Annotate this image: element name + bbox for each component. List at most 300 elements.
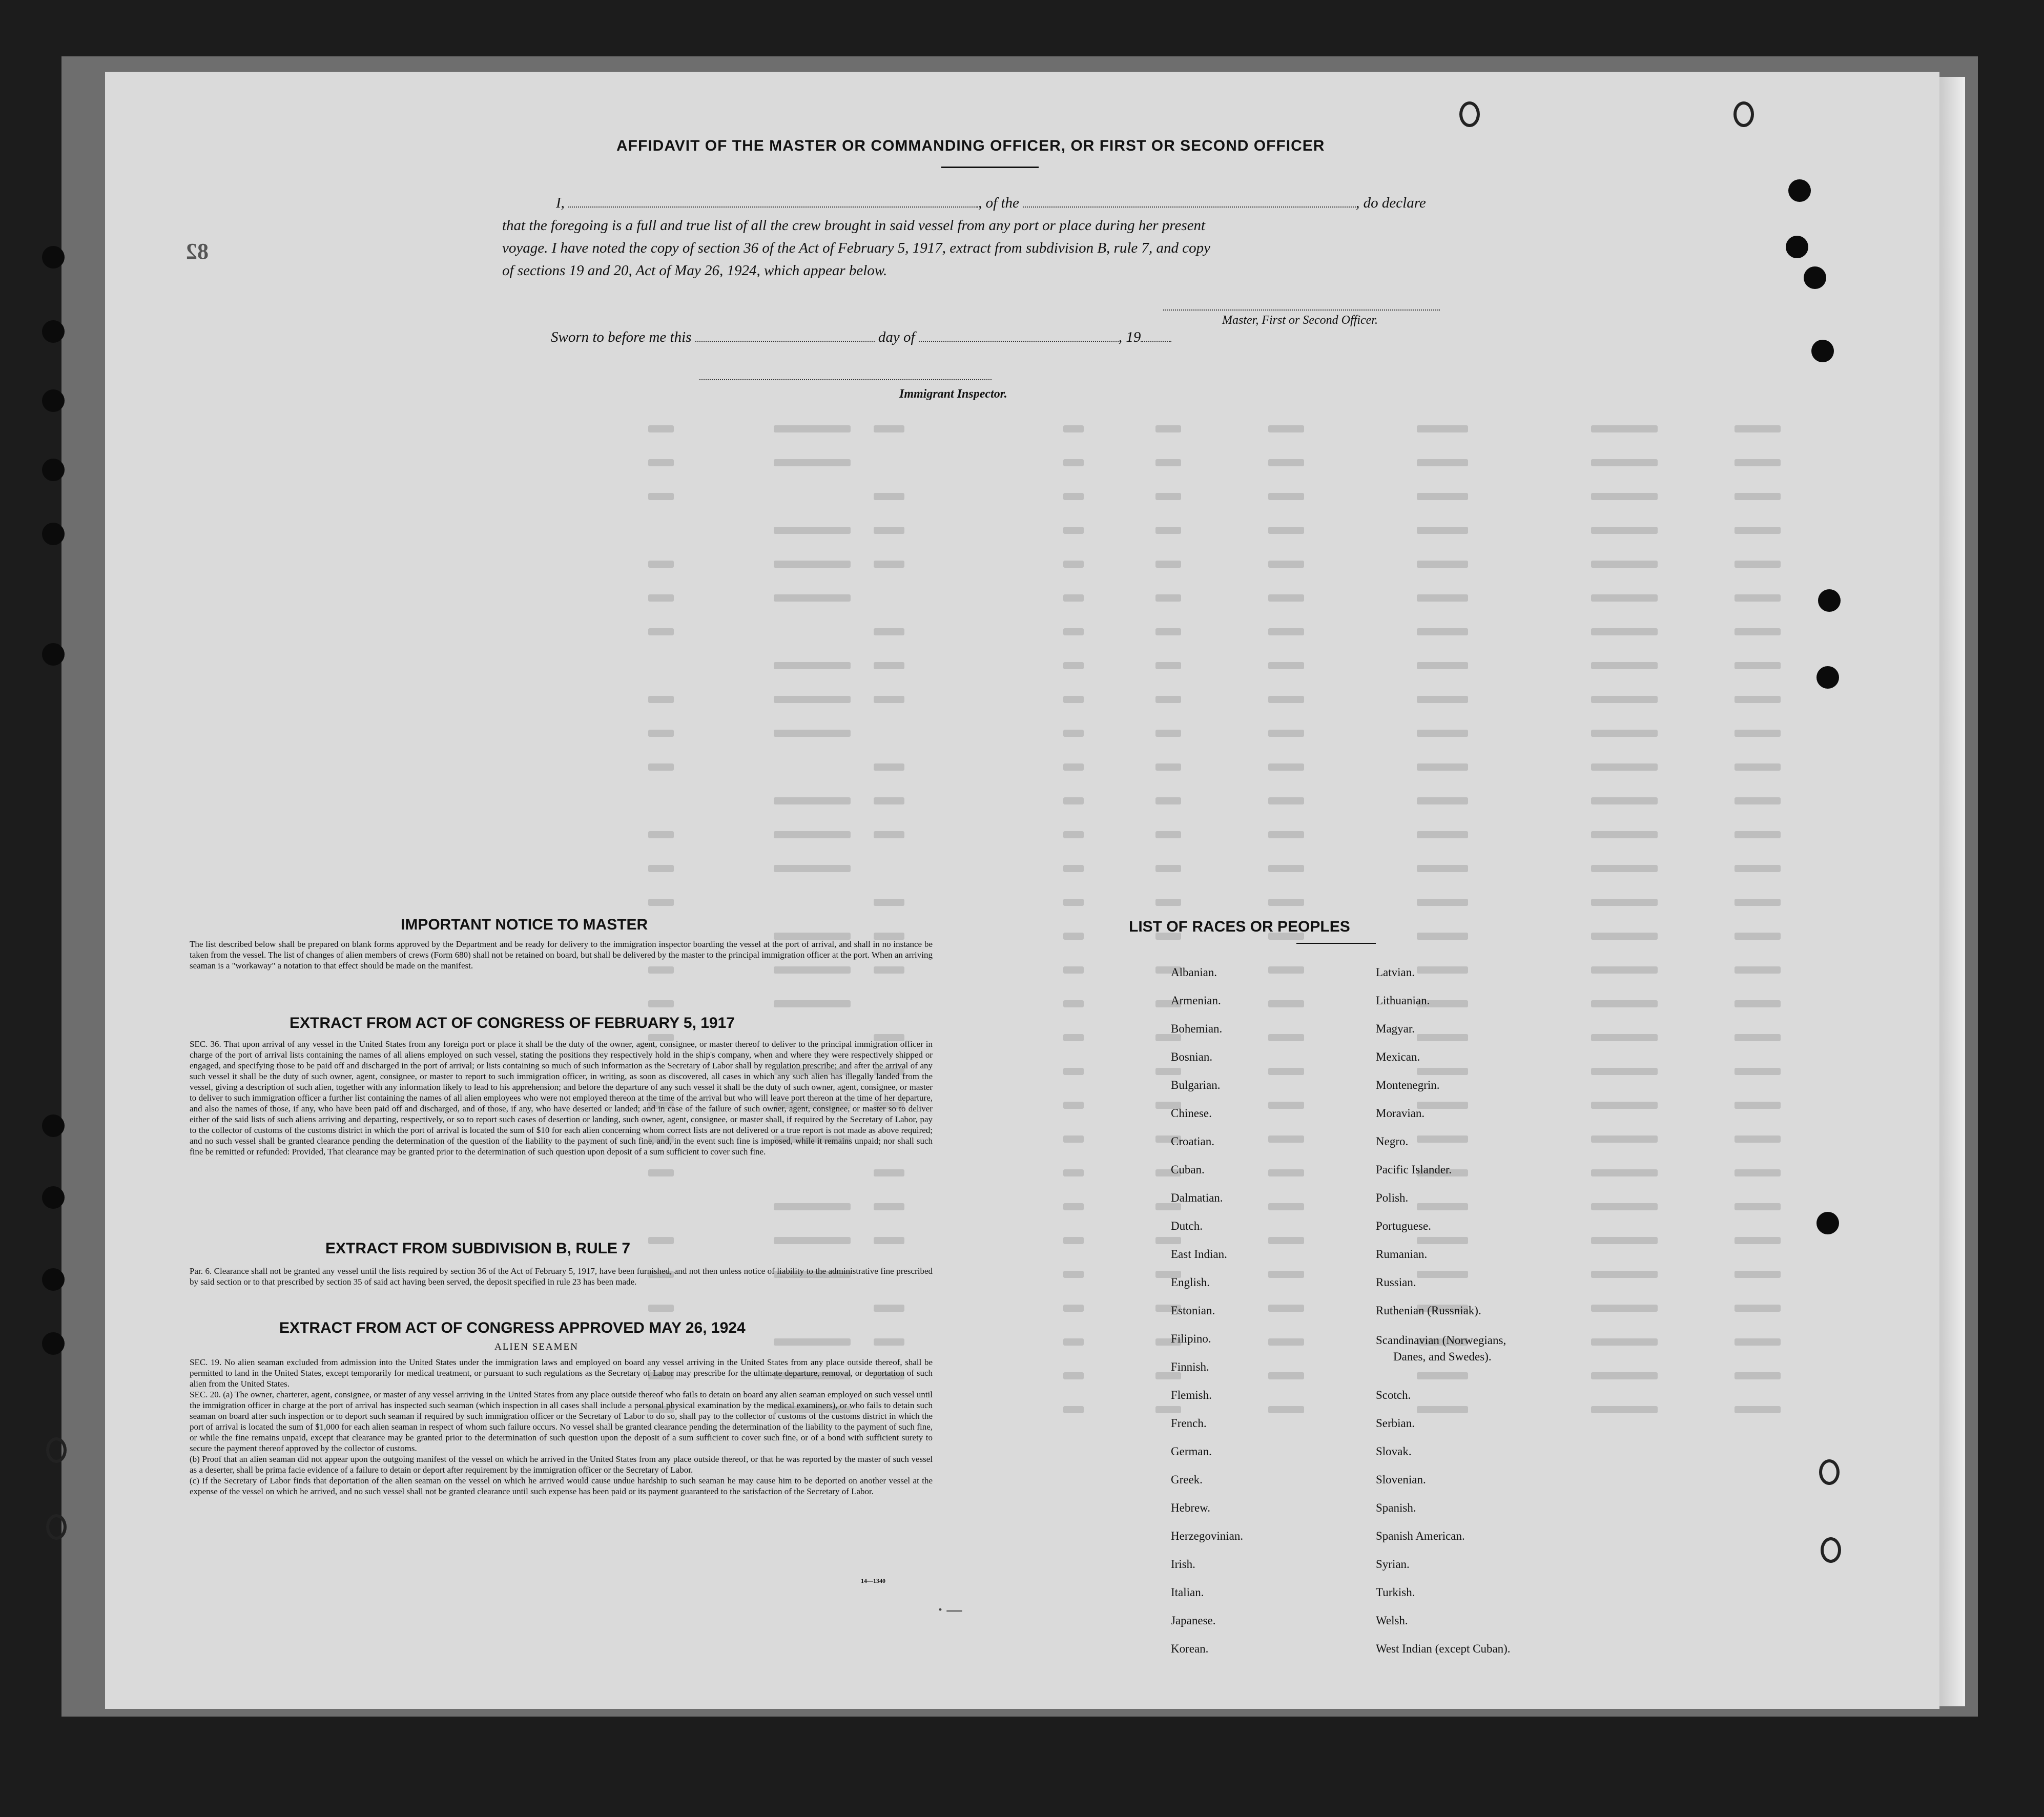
extract-1924-body — [190, 1357, 933, 1497]
section-20b-text: (b) Proof that an alien seaman did not appear upon the outgoing manifest of the vessel on which he arrived in the United States from any place outside thereof, or that he was reported by the master of such vessel as a deserter, shall be prima facie evidence of a failure to detain or deport after requirement by the immigration officer or the Secretary of Labor. — [190, 1454, 933, 1475]
bleed-stroke — [1268, 1102, 1304, 1109]
ink-mark: · ― — [938, 1601, 962, 1618]
race-item: Slovenian. — [1376, 1473, 1426, 1486]
race-item: Lithuanian. — [1376, 994, 1430, 1007]
race-item: Serbian. — [1376, 1417, 1415, 1430]
bleed-stroke — [1155, 459, 1181, 466]
bleed-stroke — [1268, 1237, 1304, 1244]
race-item: Bulgarian. — [1171, 1079, 1221, 1091]
bleed-stroke — [1063, 1203, 1084, 1210]
sworn-year-label: , 19 — [1118, 329, 1141, 345]
bleed-row — [105, 1169, 1898, 1180]
races-rule — [1296, 943, 1376, 944]
bleed-stroke — [874, 1237, 904, 1244]
bleed-stroke — [1591, 1102, 1658, 1109]
bleed-stroke — [1591, 1305, 1658, 1312]
bleed-stroke — [1155, 628, 1181, 635]
bleed-stroke — [1063, 425, 1084, 432]
bleed-row — [105, 628, 1898, 638]
bleed-stroke — [1417, 662, 1468, 669]
bleed-stroke — [1591, 1338, 1658, 1346]
bleed-stroke — [774, 425, 851, 432]
bleed-stroke — [1268, 899, 1304, 906]
bleed-stroke — [1417, 628, 1468, 635]
race-item: English. — [1171, 1276, 1210, 1289]
race-item: Pacific Islander. — [1376, 1163, 1452, 1176]
bleed-stroke — [1268, 797, 1304, 804]
sworn-day-label: day of — [878, 329, 915, 345]
race-item: Russian. — [1376, 1276, 1416, 1289]
binder-hole — [42, 459, 65, 481]
bleed-stroke — [1735, 561, 1781, 568]
name-blank — [568, 207, 978, 208]
race-item: Syrian. — [1376, 1558, 1410, 1571]
race-item: Japanese. — [1171, 1614, 1216, 1627]
bleed-stroke — [1063, 966, 1084, 974]
bleed-stroke — [1735, 425, 1781, 432]
bleed-stroke — [1063, 561, 1084, 568]
bleed-stroke — [774, 797, 851, 804]
bleed-stroke — [1591, 1000, 1658, 1007]
bleed-stroke — [1591, 459, 1658, 466]
bleed-stroke — [1591, 1068, 1658, 1075]
race-item: Italian. — [1171, 1586, 1204, 1599]
bleed-stroke — [1591, 933, 1658, 940]
race-item: Herzegovinian. — [1171, 1530, 1244, 1542]
bleed-stroke — [1591, 797, 1658, 804]
bleed-stroke — [1063, 493, 1084, 500]
bleed-stroke — [774, 459, 851, 466]
bleed-stroke — [1591, 594, 1658, 602]
bleed-stroke — [1591, 1406, 1658, 1413]
bleed-stroke — [1155, 527, 1181, 534]
bleed-stroke — [1417, 831, 1468, 838]
binder-hole-ring — [1819, 1459, 1840, 1485]
binder-hole — [42, 523, 65, 545]
bleed-stroke — [1591, 1034, 1658, 1041]
race-item: Irish. — [1171, 1558, 1195, 1571]
bleed-stroke — [1591, 493, 1658, 500]
bleed-stroke — [1417, 797, 1468, 804]
bleed-stroke — [774, 594, 851, 602]
bleed-row — [105, 527, 1898, 537]
bleed-row — [105, 899, 1898, 909]
extract-1917-title: EXTRACT FROM ACT OF CONGRESS OF FEBRUARY 5, 1917 — [290, 1015, 735, 1031]
bleed-stroke — [874, 899, 904, 906]
subdivision-b-text: Par. 6. Clearance shall not be granted any vessel until the lists required by section 36 of the Act of February 5, 1917, have been furnished, and not then unless notice of liability to the administrative fine prescribed by said section or to that prescribed by section 35 of said act having been served, the deposit specified in rule 23 has been made. — [190, 1266, 933, 1287]
bleed-stroke — [648, 493, 674, 500]
section-20a-text: SEC. 20. (a) The owner, charterer, agent, consignee, or master of any vessel arriving in the United States from any place outside thereof who fails to detain on board any alien seaman employed on such vessel until the immigration officer in charge at the port of arrival has inspected such seaman (which inspection in all cases shall include a personal physical examination by the medical examiners), or who fails to detain such seaman on board after such inspection or to deport such seaman if required by such immigration officer or the Secretary of Labor to do so, shall pay to the collector of customs of the customs district in which the port of arrival is located the sum of $1,000 for each alien seaman in respect of whom such failure occurs. No vessel shall be granted clearance pending the determination of the liability to the payment of such fine, or while the fine remains unpaid, except that clearance may be granted prior to the determination of such question upon the deposit of a sum sufficient to cover such fine, or of a bond with sufficient surety to secure the payment thereof approved by the collector of customs. — [190, 1390, 933, 1453]
notice-title: IMPORTANT NOTICE TO MASTER — [401, 916, 648, 933]
bleed-stroke — [1268, 865, 1304, 872]
bleed-stroke — [648, 459, 674, 466]
bleed-stroke — [1591, 527, 1658, 534]
bleed-row — [105, 763, 1898, 774]
binder-hole — [42, 1268, 65, 1291]
line1-prefix: I, — [556, 195, 565, 211]
bleed-stroke — [1063, 1372, 1084, 1379]
page-edge — [1939, 77, 1965, 1706]
bleed-stroke — [774, 662, 851, 669]
race-item: East Indian. — [1171, 1248, 1227, 1261]
bleed-stroke — [774, 1237, 851, 1244]
bleed-stroke — [648, 696, 674, 703]
bleed-stroke — [1268, 831, 1304, 838]
bleed-stroke — [1268, 1203, 1304, 1210]
race-item: Montenegrin. — [1376, 1079, 1440, 1091]
bleed-stroke — [648, 899, 674, 906]
bleed-stroke — [1063, 1406, 1084, 1413]
bleed-stroke — [1268, 730, 1304, 737]
bleed-stroke — [648, 628, 674, 635]
bleed-stroke — [1155, 831, 1181, 838]
bleed-stroke — [1063, 1135, 1084, 1143]
bleed-stroke — [1268, 1068, 1304, 1075]
binder-hole-ring — [46, 1514, 67, 1540]
bleed-stroke — [1735, 1169, 1781, 1176]
binder-hole — [1816, 666, 1839, 689]
line1-mid: , of the — [978, 195, 1019, 211]
bleed-stroke — [1735, 797, 1781, 804]
inspector-caption: Immigrant Inspector. — [899, 387, 1007, 401]
bleed-stroke — [1268, 527, 1304, 534]
bleed-stroke — [1735, 628, 1781, 635]
bleed-stroke — [1268, 1169, 1304, 1176]
bleed-stroke — [1063, 1102, 1084, 1109]
bleed-stroke — [774, 696, 851, 703]
races-right-group-b — [1376, 1389, 1511, 1670]
affidavit-line-1 — [556, 195, 1426, 212]
margin-number: 82 — [186, 239, 209, 264]
bleed-stroke — [1063, 1169, 1084, 1176]
races-title: LIST OF RACES OR PEOPLES — [1129, 918, 1350, 935]
bleed-stroke — [1268, 628, 1304, 635]
bleed-stroke — [648, 425, 674, 432]
bleed-stroke — [1417, 493, 1468, 500]
bleed-stroke — [774, 1000, 851, 1007]
binder-hole-ring — [1821, 1537, 1841, 1563]
bleed-stroke — [1591, 1372, 1658, 1379]
bleed-stroke — [1591, 1271, 1658, 1278]
subdivision-b-title: EXTRACT FROM SUBDIVISION B, RULE 7 — [325, 1240, 631, 1257]
bleed-stroke — [874, 561, 904, 568]
binder-hole — [42, 320, 65, 343]
bleed-stroke — [1591, 899, 1658, 906]
bleed-stroke — [1268, 1000, 1304, 1007]
bleed-stroke — [1591, 561, 1658, 568]
bleed-stroke — [1268, 1372, 1304, 1379]
binder-hole-ring — [46, 1437, 67, 1463]
bleed-stroke — [1417, 696, 1468, 703]
bleed-row — [105, 797, 1898, 808]
bleed-stroke — [774, 730, 851, 737]
bleed-stroke — [1268, 696, 1304, 703]
binder-hole — [42, 1114, 65, 1137]
bleed-stroke — [1735, 493, 1781, 500]
binder-hole-ring — [1733, 101, 1754, 127]
bleed-stroke — [1735, 1203, 1781, 1210]
bleed-stroke — [1735, 831, 1781, 838]
bleed-stroke — [874, 763, 904, 771]
bleed-stroke — [1268, 561, 1304, 568]
bleed-stroke — [1063, 696, 1084, 703]
section-19-text: SEC. 19. No alien seaman excluded from admission into the United States under the immigration laws and employed on board any vessel arriving in the United States from any place outside thereof, shall be permitted to land in the United States, except temporarily for medical treatment, or pursuant to such regulations as the Secretary of Labor may prescribe for the ultimate departure, removal, or deportation of such alien from the United States. — [190, 1357, 933, 1389]
race-item: Moravian. — [1376, 1107, 1425, 1120]
bleed-stroke — [1155, 696, 1181, 703]
race-item: Polish. — [1376, 1191, 1409, 1204]
races-right-column — [1376, 966, 1511, 1670]
race-item: Bohemian. — [1171, 1022, 1223, 1035]
manifest-page — [105, 72, 1939, 1709]
bleed-stroke — [1735, 1034, 1781, 1041]
alien-seamen-subtitle: ALIEN SEAMEN — [494, 1341, 579, 1352]
bleed-stroke — [1063, 1271, 1084, 1278]
sworn-prefix: Sworn to before me this — [551, 329, 692, 345]
bleed-stroke — [1063, 1305, 1084, 1312]
bleed-stroke — [648, 1305, 674, 1312]
master-caption: Master, First or Second Officer. — [1222, 314, 1378, 327]
bleed-stroke — [1063, 662, 1084, 669]
sworn-day-blank — [695, 341, 875, 342]
bleed-stroke — [1735, 1102, 1781, 1109]
bleed-stroke — [874, 527, 904, 534]
races-right-group-a — [1376, 966, 1511, 1332]
bleed-stroke — [774, 527, 851, 534]
binder-hole — [1786, 236, 1808, 258]
bleed-stroke — [648, 561, 674, 568]
bleed-row — [105, 425, 1898, 436]
binder-hole — [42, 643, 65, 666]
binder-hole — [1818, 589, 1841, 612]
bleed-stroke — [1063, 628, 1084, 635]
bleed-stroke — [874, 831, 904, 838]
bleed-stroke — [1155, 425, 1181, 432]
bleed-stroke — [774, 1338, 851, 1346]
bleed-stroke — [1735, 696, 1781, 703]
bleed-stroke — [1417, 594, 1468, 602]
bleed-stroke — [1268, 594, 1304, 602]
affidavit-line-4: of sections 19 and 20, Act of May 26, 1924, which appear below. — [502, 262, 887, 279]
binder-hole — [42, 1332, 65, 1355]
binder-hole-ring — [1459, 101, 1480, 127]
bleed-stroke — [1155, 662, 1181, 669]
bleed-stroke — [1591, 865, 1658, 872]
bleed-stroke — [874, 696, 904, 703]
bleed-stroke — [874, 1305, 904, 1312]
bleed-stroke — [1063, 797, 1084, 804]
race-item: French. — [1171, 1417, 1207, 1430]
bleed-stroke — [1735, 1338, 1781, 1346]
bleed-stroke — [1063, 730, 1084, 737]
bleed-stroke — [1268, 1271, 1304, 1278]
sworn-line — [551, 329, 1171, 346]
extract-1924-title: EXTRACT FROM ACT OF CONGRESS APPROVED MAY 26, 1924 — [279, 1319, 746, 1336]
bleed-stroke — [1417, 865, 1468, 872]
bleed-stroke — [1735, 662, 1781, 669]
bleed-stroke — [1591, 1237, 1658, 1244]
race-item: Dalmatian. — [1171, 1191, 1223, 1204]
bleed-stroke — [874, 1338, 904, 1346]
bleed-stroke — [648, 1169, 674, 1176]
notice-text: The list described below shall be prepared on blank forms approved by the Department and be ready for delivery to the immigration inspector boarding the vessel at the port of arrival, and shall in no instance be taken from the vessel. The list of changes of alien members of crews (Form 680) shall not be retained on board, but shall be delivered by the master to the principal immigration officer at the port. When an arriving seaman is a "workaway" a notation to that effect should be made on the manifest. — [190, 939, 933, 971]
binder-hole — [1816, 1212, 1839, 1234]
bleed-stroke — [648, 763, 674, 771]
race-item: Spanish. — [1376, 1501, 1416, 1514]
bleed-row — [105, 831, 1898, 841]
affidavit-title: AFFIDAVIT OF THE MASTER OR COMMANDING OFFICER, OR FIRST OR SECOND OFFICER — [616, 137, 1325, 154]
bleed-stroke — [1268, 1406, 1304, 1413]
bleed-stroke — [774, 865, 851, 872]
bleed-row — [105, 1305, 1898, 1315]
race-scandinavian — [1376, 1332, 1511, 1389]
bleed-row — [105, 594, 1898, 605]
bleed-stroke — [1155, 763, 1181, 771]
scandinavian-line-1: Scandinavian (Norwegians, — [1376, 1334, 1506, 1347]
bleed-stroke — [1268, 1135, 1304, 1143]
bleed-stroke — [1063, 899, 1084, 906]
bleed-stroke — [1155, 493, 1181, 500]
bleed-stroke — [1735, 1237, 1781, 1244]
bleed-stroke — [1268, 493, 1304, 500]
race-item: Turkish. — [1376, 1586, 1415, 1599]
bleed-stroke — [1417, 730, 1468, 737]
bleed-stroke — [1735, 966, 1781, 974]
race-item: Slovak. — [1376, 1445, 1412, 1458]
race-item: Portuguese. — [1376, 1220, 1431, 1232]
bleed-stroke — [1063, 831, 1084, 838]
bleed-stroke — [648, 831, 674, 838]
bleed-stroke — [1735, 1068, 1781, 1075]
race-item: Bosnian. — [1171, 1050, 1213, 1063]
race-item: Mexican. — [1376, 1050, 1420, 1063]
vessel-blank — [1023, 207, 1356, 208]
bleed-stroke — [1735, 1000, 1781, 1007]
bleed-stroke — [1268, 662, 1304, 669]
bleed-stroke — [1735, 527, 1781, 534]
bleed-stroke — [1735, 594, 1781, 602]
bleed-stroke — [1735, 933, 1781, 940]
bleed-stroke — [1591, 1169, 1658, 1176]
master-signature-line — [1163, 309, 1440, 311]
bleed-stroke — [1268, 1305, 1304, 1312]
scandinavian-line-2: Danes, and Swedes). — [1393, 1350, 1492, 1363]
race-item: Spanish American. — [1376, 1530, 1465, 1542]
binder-hole — [42, 389, 65, 412]
bleed-stroke — [1735, 763, 1781, 771]
bleed-stroke — [1268, 1338, 1304, 1346]
bleed-stroke — [1417, 561, 1468, 568]
bleed-stroke — [1735, 1135, 1781, 1143]
bleed-row — [105, 459, 1898, 469]
race-item: Latvian. — [1376, 966, 1415, 979]
bleed-row — [105, 696, 1898, 706]
race-item: Magyar. — [1376, 1022, 1415, 1035]
bleed-row — [105, 1338, 1898, 1349]
binder-hole — [1804, 266, 1826, 289]
race-item: Albanian. — [1171, 966, 1217, 979]
bleed-stroke — [1735, 1271, 1781, 1278]
bleed-stroke — [874, 1203, 904, 1210]
bleed-stroke — [1063, 459, 1084, 466]
bleed-row — [105, 493, 1898, 503]
bleed-stroke — [1735, 899, 1781, 906]
bleed-stroke — [1063, 594, 1084, 602]
bleed-stroke — [1268, 1034, 1304, 1041]
bleed-stroke — [648, 730, 674, 737]
bleed-stroke — [1591, 696, 1658, 703]
bleed-stroke — [1735, 1372, 1781, 1379]
bleed-stroke — [1417, 763, 1468, 771]
race-item: Dutch. — [1171, 1220, 1203, 1232]
bleed-stroke — [1155, 561, 1181, 568]
bleed-stroke — [1155, 730, 1181, 737]
race-item: Finnish. — [1171, 1360, 1209, 1373]
title-rule — [941, 167, 1039, 168]
sworn-month-blank — [919, 341, 1119, 342]
race-item: Chinese. — [1171, 1107, 1212, 1120]
bleed-stroke — [1417, 425, 1468, 432]
bleed-stroke — [648, 865, 674, 872]
race-item: Flemish. — [1171, 1389, 1212, 1401]
bleed-stroke — [1063, 1338, 1084, 1346]
bleed-stroke — [1155, 899, 1181, 906]
sworn-year-blank — [1141, 341, 1171, 342]
section-20c-text: (c) If the Secretary of Labor finds that deportation of the alien seaman on the vessel on which he arrived would cause undue hardship to such seaman he may cause him to be deported on another vessel at the expense of the vessel on which he arrived, and no such vessel shall not be granted clearance until such expense has been paid or its payment guaranteed to the satisfaction of the Secretary of Labor. — [190, 1476, 933, 1496]
bleed-stroke — [774, 1203, 851, 1210]
bleed-stroke — [1063, 1000, 1084, 1007]
race-item: Cuban. — [1171, 1163, 1205, 1176]
bleed-row — [105, 1000, 1898, 1010]
bleed-stroke — [1591, 730, 1658, 737]
race-item: Estonian. — [1171, 1304, 1215, 1317]
bleed-stroke — [1735, 865, 1781, 872]
line1-suffix: , do declare — [1356, 195, 1426, 211]
race-item: Ruthenian (Russniak). — [1376, 1304, 1481, 1317]
bleed-stroke — [874, 493, 904, 500]
binder-hole — [42, 1186, 65, 1209]
bleed-stroke — [1063, 763, 1084, 771]
bleed-stroke — [874, 1169, 904, 1176]
bleed-stroke — [1417, 459, 1468, 466]
affidavit-line-2: that the foregoing is a full and true list of all the crew brought in said vessel from any port or place during her present — [502, 217, 1206, 234]
bleed-stroke — [1155, 594, 1181, 602]
bleed-stroke — [1591, 628, 1658, 635]
race-item: Negro. — [1376, 1135, 1409, 1148]
bleed-stroke — [1268, 763, 1304, 771]
bleed-stroke — [1268, 966, 1304, 974]
bleed-stroke — [1591, 966, 1658, 974]
bleed-stroke — [1268, 459, 1304, 466]
bleed-stroke — [1591, 1135, 1658, 1143]
bleed-stroke — [1063, 1068, 1084, 1075]
bleed-stroke — [1591, 831, 1658, 838]
bleed-stroke — [1155, 797, 1181, 804]
bleed-stroke — [1063, 527, 1084, 534]
bleed-stroke — [1735, 459, 1781, 466]
bleed-stroke — [1417, 527, 1468, 534]
race-item: Armenian. — [1171, 994, 1221, 1007]
bleed-stroke — [874, 662, 904, 669]
race-item: Filipino. — [1171, 1332, 1211, 1345]
race-item: Korean. — [1171, 1642, 1209, 1655]
bleed-stroke — [648, 1237, 674, 1244]
binder-hole — [42, 246, 65, 269]
race-item: Welsh. — [1376, 1614, 1408, 1627]
race-item: German. — [1171, 1445, 1212, 1458]
binder-hole — [1811, 340, 1834, 362]
race-item: Greek. — [1171, 1473, 1203, 1486]
binder-hole — [1788, 179, 1811, 202]
